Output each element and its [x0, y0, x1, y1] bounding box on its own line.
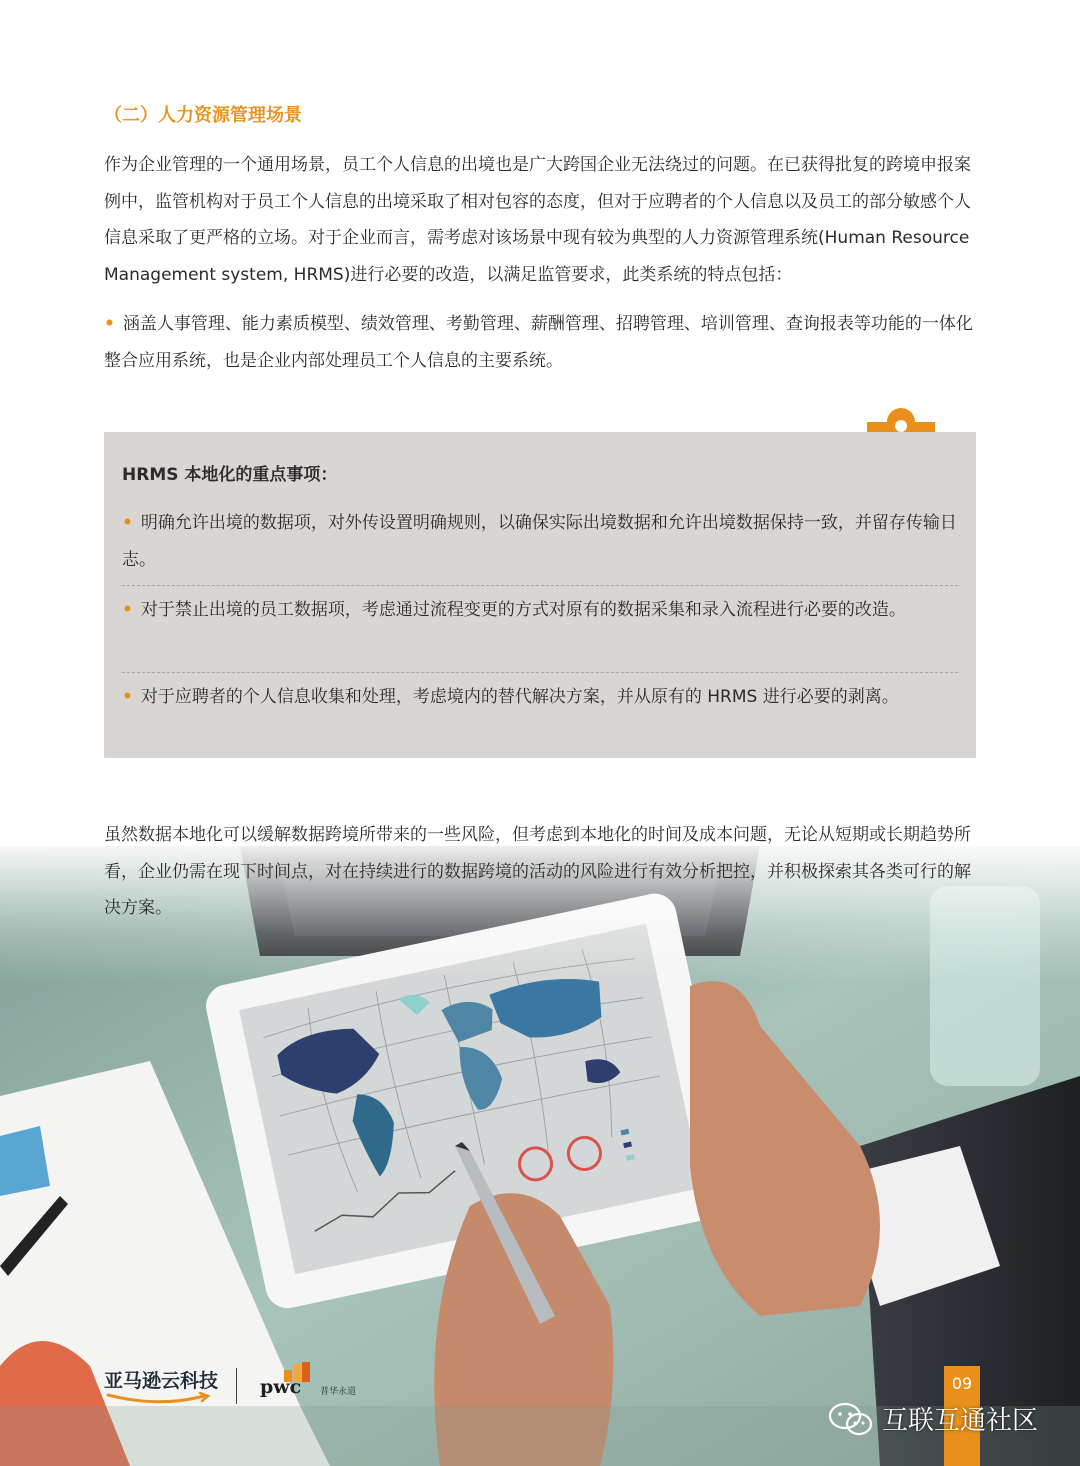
closing-paragraph: 虽然数据本地化可以缓解数据跨境所带来的一些风险，但考虑到本地化的时间及成本问题，无论从短期或长期趋势所看，企业仍需在现下时间点，对在持续进行的数据跨境的活动的风险进行有效分析把控，并积极探索其各类可行的解决方案。: [104, 825, 971, 918]
dashed-divider: [122, 585, 958, 586]
callout-item: [122, 592, 958, 629]
footer-divider: [236, 1368, 237, 1404]
bullet-text: 涵盖人事管理、能力素质模型、绩效管理、考勤管理、薪酬管理、招聘管理、培训管理、查询报表等功能的一体化整合应用系统，也是企业内部处理员工个人信息的主要系统。: [104, 314, 973, 371]
bullet-dot-icon: •: [104, 314, 115, 334]
pwc-chinese-name: 普华永道: [320, 1387, 357, 1397]
page-number: 09: [951, 1374, 973, 1393]
bullet-dot-icon: •: [122, 600, 133, 620]
callout-item: [122, 505, 958, 578]
callout-title: HRMS 本地化的重点事项：: [122, 465, 338, 485]
intro-paragraph: 作为企业管理的一个通用场景，员工个人信息的出境也是广大跨国企业无法绕过的问题。在已获得批复的跨境申报案例中，监管机构对于员工个人信息的出境采取了相对包容的态度，但对于应聘者的个人信息以及员工的部分敏感个人信息采取了更严格的立场。对于企业而言，需考虑对该场景中现有较为典型的人力资源管理系统(Human Resource Management system, HRMS)进行必要的改造，以满足监管要求，此类系统的特点包括：: [104, 155, 971, 285]
amazon-logo: 亚马逊云科技: [104, 1370, 219, 1392]
callout-item-text: 对于应聘者的个人信息收集和处理，考虑境内的替代解决方案，并从原有的 HRMS 进行必要的剥离。: [140, 687, 899, 707]
bullet-dot-icon: •: [122, 513, 133, 533]
pwc-logo: pwc: [260, 1376, 302, 1398]
amazon-smile-icon: [104, 1392, 214, 1406]
watermark: [828, 1400, 1038, 1437]
watermark-text: 互联互通社区: [882, 1406, 1039, 1436]
callout-item-text: 对于禁止出境的员工数据项，考虑通过流程变更的方式对原有的数据采集和录入流程进行必要的改造。: [140, 600, 906, 620]
bullet-paragraph: [104, 306, 980, 379]
dashed-divider: [122, 672, 958, 673]
bullet-dot-icon: •: [122, 687, 133, 707]
wechat-icon: [828, 1402, 874, 1436]
callout-item-text: 明确允许出境的数据项，对外传设置明确规则，以确保实际出境数据和允许出境数据保持一致，并留存传输日志。: [122, 513, 957, 570]
hrms-callout-box: [104, 432, 976, 758]
section-heading: （二）人力资源管理场景: [104, 105, 302, 126]
callout-item: [122, 679, 958, 716]
